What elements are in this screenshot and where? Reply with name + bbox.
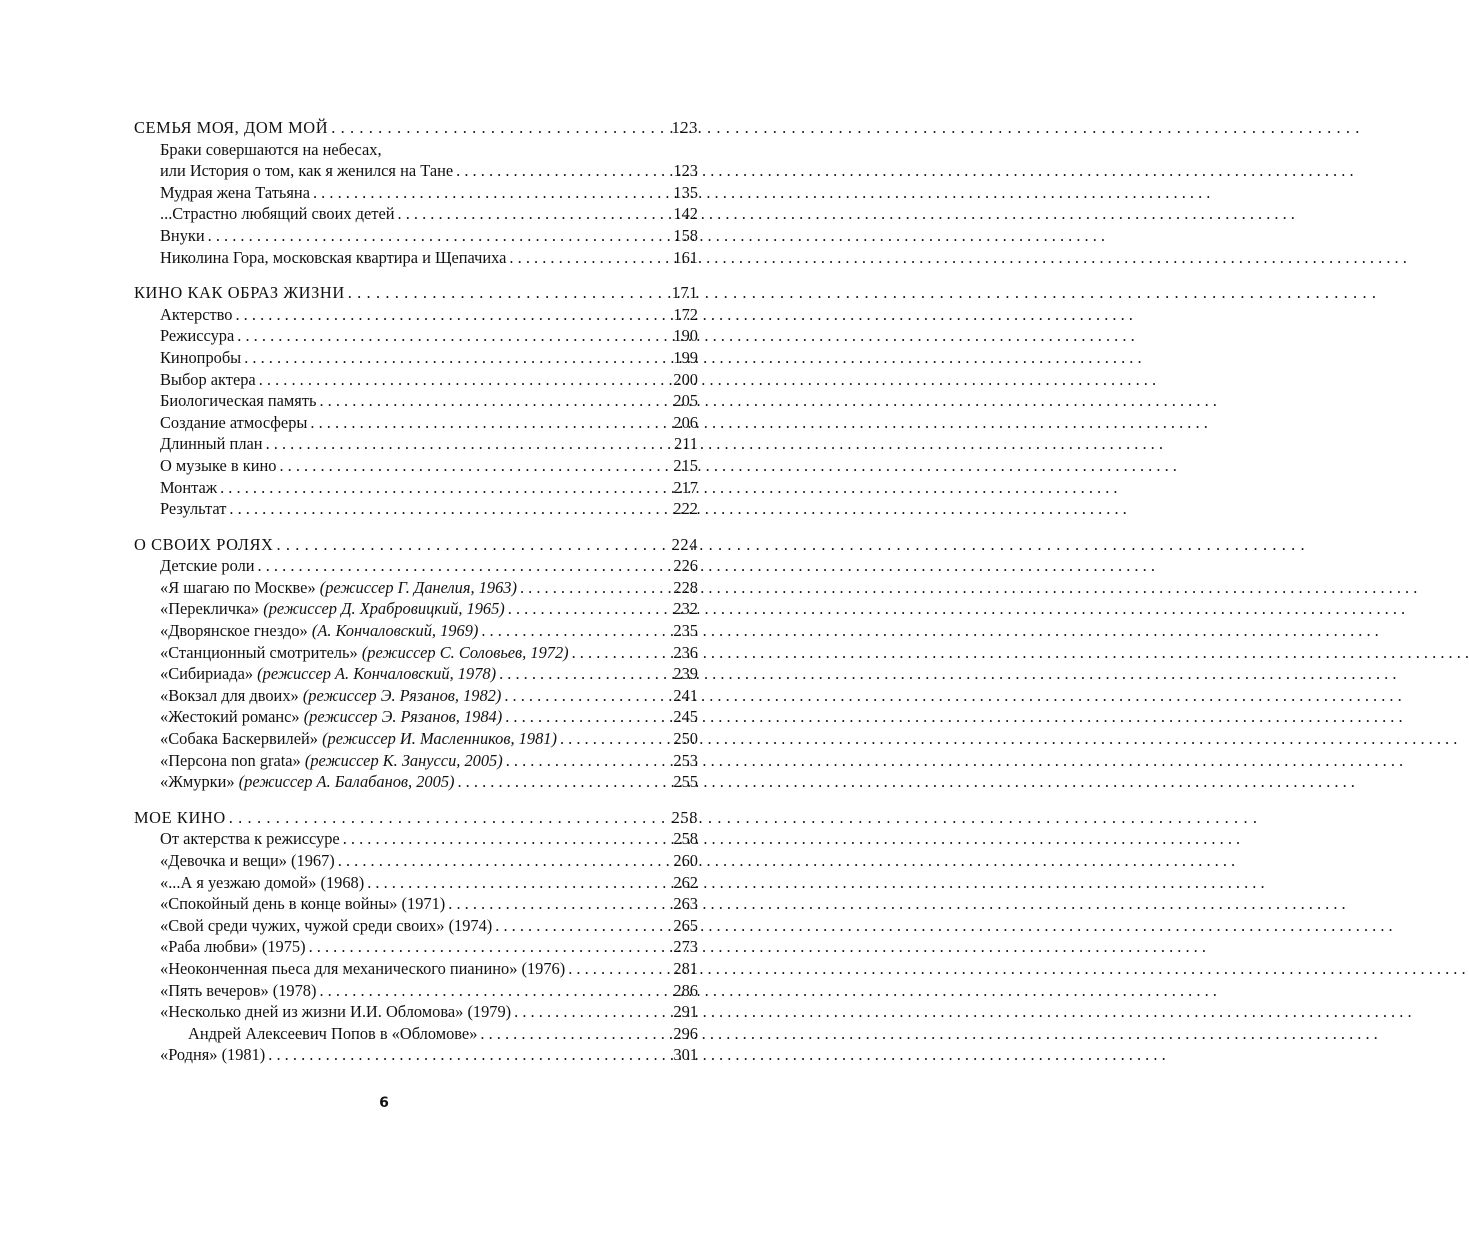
toc-entry: Николина Гора, московская квартира и Щепачиха . . . 161: [134, 247, 698, 269]
toc-entry: «Родня» (1981) . . . 301: [134, 1044, 698, 1066]
dot-leader: [509, 247, 670, 269]
dot-leader: [276, 534, 668, 556]
page-number: 296: [673, 1023, 698, 1043]
dot-leader: [456, 160, 670, 182]
toc-entry: Актерство . . . 172: [134, 304, 698, 326]
page-number: 236: [673, 642, 698, 662]
toc-entry: «Сибириада» (режиссер А. Кончаловский, 1978) . . . 239: [134, 663, 698, 685]
dot-leader: [348, 282, 669, 304]
dot-leader: [266, 433, 671, 455]
page-number: 205: [673, 391, 698, 411]
director-note: (режиссер С. Соловьев, 1972): [361, 642, 569, 662]
toc-entry: «Жестокий романс» (режиссер Э. Рязанов, 1984) . . . 245: [134, 706, 698, 728]
dot-leader: [398, 203, 671, 225]
dot-leader: [208, 225, 671, 247]
page-number: 255: [673, 772, 698, 792]
page-number: 260: [673, 851, 698, 870]
toc-entry: «Персона non grata» (режиссер К. Занусси, 2005) . . . 253: [134, 750, 698, 772]
page-number: 301: [673, 1045, 698, 1065]
dot-leader: [499, 663, 670, 685]
page-number: 263: [673, 894, 698, 914]
toc-entry: «Станционный смотритель» (режиссер С. Соловьев, 1972) . . . 236: [134, 642, 698, 664]
page-number: 199: [673, 347, 698, 367]
page-number: 239: [673, 664, 698, 684]
dot-leader: [309, 936, 671, 958]
dot-leader: [319, 980, 670, 1002]
toc-entry: От актерства к режиссуре . . . 258: [134, 828, 698, 850]
director-note: (режиссер Э. Рязанов, 1984): [303, 707, 503, 727]
page-number: 224: [671, 534, 698, 554]
toc-entry: «Я шагаю по Москве» (режиссер Г. Данелия, 1963) . . . 228: [134, 577, 698, 599]
page-number: 273: [673, 937, 698, 957]
page-number: 123: [673, 161, 698, 181]
page-number: 258: [673, 829, 698, 849]
page-number: 235: [673, 621, 698, 641]
page-number: 291: [673, 1002, 698, 1022]
dot-leader: [338, 850, 671, 872]
dot-leader: [505, 706, 670, 728]
toc-entry: «Раба любви» (1975) . . . 273: [134, 936, 698, 958]
dot-leader: [331, 117, 668, 139]
page-number: 258: [671, 807, 698, 827]
toc-section: [134, 282, 698, 520]
dot-leader: [319, 390, 670, 412]
dot-leader: [560, 728, 670, 750]
toc-entry: Биологическая память . . . 205: [134, 390, 698, 412]
toc-entry: Создание атмосферы . . . 206: [134, 412, 698, 434]
page-number: 281: [673, 958, 698, 978]
toc-entry: Выбор актера . . . 200: [134, 369, 698, 391]
director-note: (режиссер Д. Храбровицкий, 1965): [263, 599, 505, 619]
page-number: 217: [673, 477, 698, 497]
page-number: 226: [673, 556, 698, 576]
dot-leader: [235, 304, 670, 326]
page-number: 123: [671, 118, 698, 137]
toc-entry: «Собака Баскервилей» (режиссер И. Масленников, 1981) . . . 250: [134, 728, 698, 750]
dot-leader: [568, 958, 670, 980]
page-number: 206: [673, 412, 698, 432]
toc-entry: Монтаж . . . 217: [134, 477, 698, 499]
dot-leader: [480, 1023, 670, 1045]
dot-leader: [268, 1044, 670, 1066]
director-note: (режиссер Э. Рязанов, 1982): [302, 685, 502, 705]
page-number: 161: [673, 247, 698, 267]
dot-leader: [313, 182, 670, 204]
toc-entry: Детские роли . . . 226: [134, 555, 698, 577]
dot-leader: [229, 498, 670, 520]
toc-entry: Режиссура . . . 190: [134, 325, 698, 347]
dot-leader: [367, 872, 670, 894]
page-number: 265: [673, 915, 698, 935]
page-number: 142: [673, 204, 698, 224]
toc-entry: Мудрая жена Татьяна . . . 135: [134, 182, 698, 204]
section-heading: КИНО КАК ОБРАЗ ЖИЗНИ . . . 171: [134, 282, 698, 304]
page-number: 135: [673, 182, 698, 202]
page-number: 232: [673, 599, 698, 619]
page-number: 171: [671, 283, 698, 303]
toc-entry: Длинный план . . . 211: [134, 433, 698, 455]
dot-leader: [506, 750, 671, 772]
toc-entry: «Свой среди чужих, чужой среди своих» (1974) . . . 265: [134, 915, 698, 937]
page-number: 215: [673, 455, 698, 475]
toc-section: [134, 117, 698, 268]
dot-leader: [259, 369, 671, 391]
director-note: (режиссер К. Занусси, 2005): [304, 750, 503, 770]
director-note: (режиссер Г. Данелия, 1963): [319, 577, 517, 597]
toc-entry: «Спокойный день в конце войны» (1971) . . . 263: [134, 893, 698, 915]
dot-leader: [508, 598, 671, 620]
toc-entry: «Перекличка» (режиссер Д. Храбровицкий, 1965) . . . 232: [134, 598, 698, 620]
page-number: 158: [673, 225, 698, 245]
dot-leader: [279, 455, 670, 477]
toc-entry: Браки совершаются на небесах,: [160, 139, 382, 159]
page-number: 262: [673, 872, 698, 892]
page-number: 200: [673, 369, 698, 389]
page-number: 245: [673, 707, 698, 727]
toc-entry: «Жмурки» (режиссер А. Балабанов, 2005) . . . 255: [134, 771, 698, 793]
page-number: 250: [673, 729, 698, 749]
toc-section: [134, 807, 698, 1066]
page-number: 211: [674, 434, 698, 454]
director-note: (режиссер А. Кончаловский, 1978): [257, 664, 497, 684]
dot-leader: [237, 325, 670, 347]
toc-section: [134, 534, 698, 793]
dot-leader: [343, 828, 671, 850]
toc-entry: «Девочка и вещи» (1967) . . . 260: [134, 850, 698, 872]
toc-entry-continuation: или История о том, как я женился на Тане . . . 123: [134, 160, 698, 182]
toc-entry: «...А я уезжаю домой» (1968) . . . 262: [134, 872, 698, 894]
toc-entry: Результат . . . 222: [134, 498, 698, 520]
section-heading: О СВОИХ РОЛЯХ . . . 224: [134, 534, 698, 556]
page-number: 253: [673, 750, 698, 770]
dot-leader: [572, 642, 671, 664]
page-number: 228: [673, 577, 698, 597]
table-of-contents: [134, 117, 698, 1080]
director-note: (режиссер И. Масленников, 1981): [322, 729, 557, 749]
dot-leader: [258, 555, 671, 577]
page-number: 190: [673, 326, 698, 346]
page-number: 241: [673, 685, 698, 705]
dot-leader: [495, 915, 670, 937]
page-folio: 6: [379, 1095, 389, 1111]
director-note: (режиссер А. Балабанов, 2005): [238, 772, 455, 792]
page-number: 172: [673, 304, 698, 324]
page-number: 222: [673, 499, 698, 519]
section-heading: СЕМЬЯ МОЯ, ДОМ МОЙ . . . 123: [134, 117, 698, 139]
toc-entry: Внуки . . . 158: [134, 225, 698, 247]
dot-leader: [244, 347, 670, 369]
dot-leader: [448, 893, 670, 915]
toc-entry: Кинопробы . . . 199: [134, 347, 698, 369]
director-note: (А. Кончаловский, 1969): [311, 621, 479, 641]
toc-entry: ...Страстно любящий своих детей . . . 142: [134, 203, 698, 225]
dot-leader: [310, 412, 670, 434]
dot-leader: [229, 807, 669, 829]
dot-leader: [514, 1001, 670, 1023]
dot-leader: [457, 771, 670, 793]
toc-entry: «Несколько дней из жизни И.И. Обломова» (1979) . . . 291: [134, 1001, 698, 1023]
dot-leader: [520, 577, 670, 599]
toc-entry: О музыке в кино . . . 215: [134, 455, 698, 477]
dot-leader: [481, 620, 670, 642]
dot-leader: [220, 477, 670, 499]
toc-subentry: Андрей Алексеевич Попов в «Обломове» . . . 296: [134, 1023, 698, 1045]
dot-leader: [504, 685, 670, 707]
toc-entry: «Пять вечеров» (1978) . . . 286: [134, 980, 698, 1002]
toc-entry: «Вокзал для двоих» (режиссер Э. Рязанов, 1982) . . . 241: [134, 685, 698, 707]
toc-entry: «Дворянское гнездо» (А. Кончаловский, 1969) . . . 235: [134, 620, 698, 642]
toc-entry: «Неоконченная пьеса для механического пианино» (1976) . . . 281: [134, 958, 698, 980]
section-heading: МОЕ КИНО . . . 258: [134, 807, 698, 829]
page-number: 286: [673, 980, 698, 1000]
